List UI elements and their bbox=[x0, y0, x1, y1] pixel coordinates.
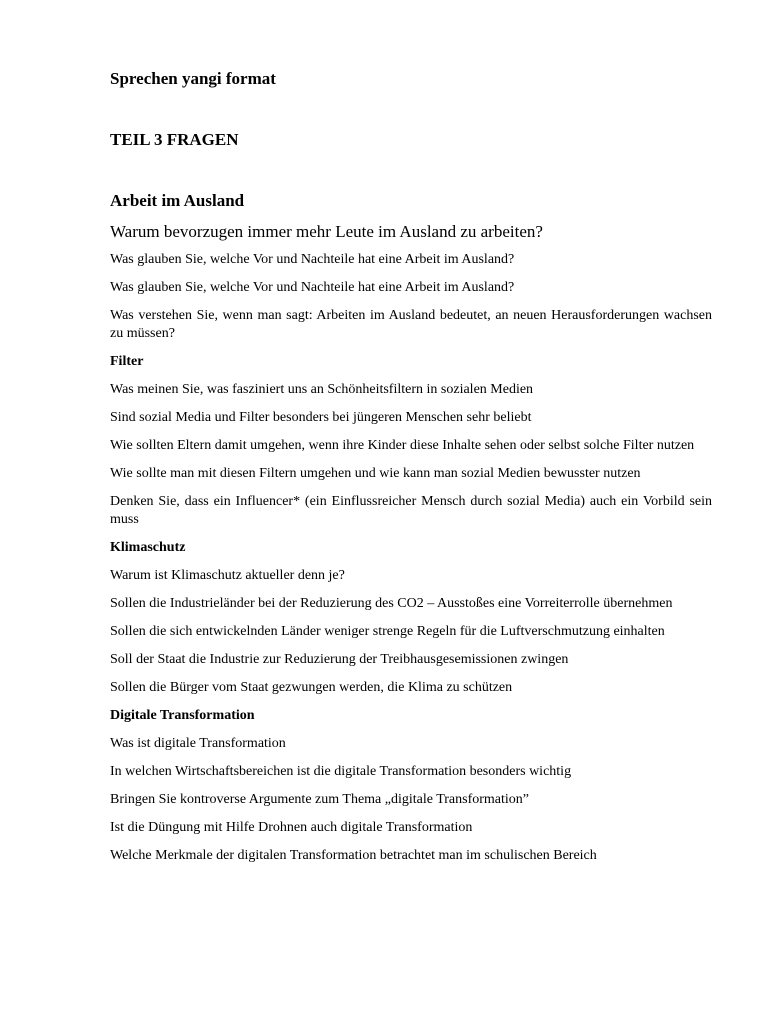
question: Sollen die Bürger vom Staat gezwungen werden, die Klima zu schützen bbox=[110, 680, 513, 695]
part-title: TEIL 3 FRAGEN bbox=[110, 130, 239, 149]
question: Bringen Sie kontroverse Argumente zum Thema „digitale Transformation” bbox=[110, 792, 530, 807]
question: Sollen die sich entwickelnden Länder weniger strenge Regeln für die Luftverschmutzung einhalten bbox=[110, 624, 665, 639]
question: Was verstehen Sie, wenn man sagt: Arbeiten im Ausland bedeutet, an neuen Herausforderungen wachsen zu müssen? bbox=[110, 308, 712, 341]
question: Ist die Düngung mit Hilfe Drohnen auch digitale Transformation bbox=[110, 820, 473, 835]
section-filter bbox=[110, 353, 712, 529]
question: Denken Sie, dass ein Influencer* (ein Einflussreicher Mensch durch sozial Media) auch ein Vorbild sein muss bbox=[110, 494, 712, 527]
section-heading: Arbeit im Ausland bbox=[110, 191, 245, 210]
lead-question: Warum bevorzugen immer mehr Leute im Ausland zu arbeiten? bbox=[110, 222, 543, 241]
question: Warum ist Klimaschutz aktueller denn je? bbox=[110, 568, 345, 583]
question: Wie sollte man mit diesen Filtern umgehen und wie kann man sozial Medien bewusster nutzen bbox=[110, 466, 641, 481]
question: Sind sozial Media und Filter besonders bei jüngeren Menschen sehr beliebt bbox=[110, 410, 532, 425]
section-heading: Klimaschutz bbox=[110, 540, 186, 555]
document-body bbox=[110, 190, 712, 875]
section-digitale-transformation bbox=[110, 707, 712, 865]
section-arbeit-im-ausland bbox=[110, 190, 712, 343]
question: Was glauben Sie, welche Vor und Nachteile hat eine Arbeit im Ausland? bbox=[110, 252, 515, 267]
question: Welche Merkmale der digitalen Transformation betrachtet man im schulischen Bereich bbox=[110, 848, 597, 863]
question: Was ist digitale Transformation bbox=[110, 736, 286, 751]
question: Was meinen Sie, was fasziniert uns an Schönheitsfiltern in sozialen Medien bbox=[110, 382, 534, 397]
section-klimaschutz bbox=[110, 539, 712, 697]
question: In welchen Wirtschaftsbereichen ist die digitale Transformation besonders wichtig bbox=[110, 764, 572, 779]
question: Wie sollten Eltern damit umgehen, wenn ihre Kinder diese Inhalte sehen oder selbst solche Filter nutzen bbox=[110, 438, 695, 453]
question: Sollen die Industrieländer bei der Reduzierung des CO2 – Ausstoßes eine Vorreiterrolle übernehmen bbox=[110, 596, 673, 611]
document-title: Sprechen yangi format bbox=[110, 69, 276, 88]
section-heading: Digitale Transformation bbox=[110, 708, 255, 723]
section-heading: Filter bbox=[110, 354, 144, 369]
question: Soll der Staat die Industrie zur Reduzierung der Treibhausgesemissionen zwingen bbox=[110, 652, 569, 667]
question: Was glauben Sie, welche Vor und Nachteile hat eine Arbeit im Ausland? bbox=[110, 280, 515, 295]
